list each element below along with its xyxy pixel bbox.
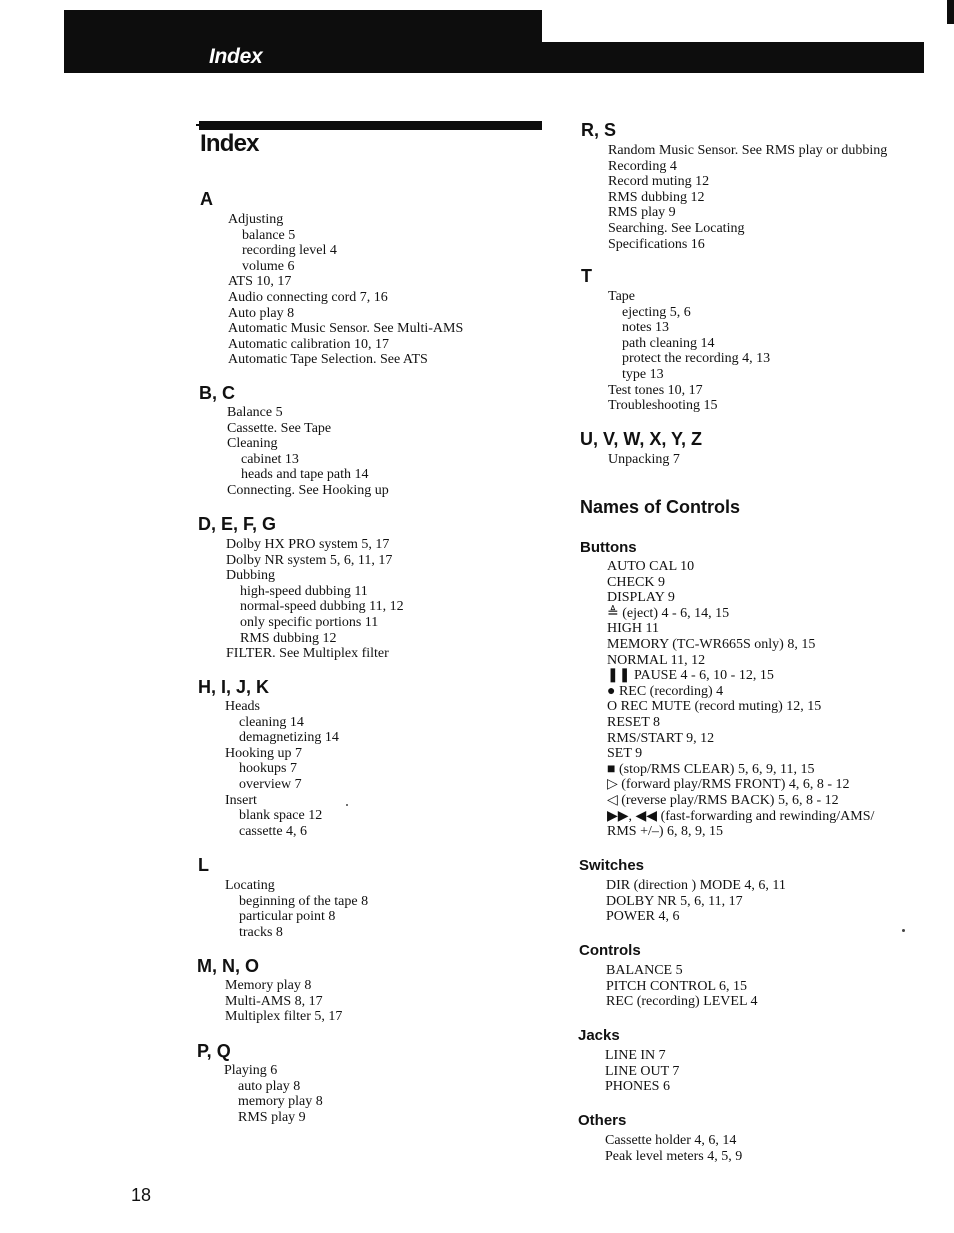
section-list-h-i-j-k bbox=[225, 699, 339, 839]
index-entry: Tape bbox=[608, 289, 636, 304]
control-entry: ▷ (forward play/RMS FRONT) 4, 6, 8 - 12 bbox=[607, 777, 850, 793]
speck bbox=[902, 929, 905, 932]
index-entry: Multiplex filter 5, 17 bbox=[225, 1009, 343, 1025]
section-list-l bbox=[225, 878, 368, 940]
control-entry: NORMAL 11, 12 bbox=[607, 652, 706, 668]
control-entry: MEMORY (TC-WR665S only) 8, 15 bbox=[607, 636, 816, 652]
control-entry: Cassette holder 4, 6, 14 bbox=[605, 1133, 737, 1148]
index-subentry: only specific portions 11 bbox=[240, 614, 379, 630]
section-heading-r-s: R, S bbox=[581, 120, 617, 140]
page-edge-mark bbox=[947, 0, 954, 24]
index-subentry: cleaning 14 bbox=[239, 714, 304, 730]
index-entry: Specifications 16 bbox=[608, 236, 705, 252]
index-entry: ATS 10, 17 bbox=[228, 274, 292, 290]
index-subentry: particular point 8 bbox=[239, 909, 336, 925]
control-entry: BALANCE 5 bbox=[606, 963, 683, 978]
control-entry: DIR (direction ) MODE 4, 6, 11 bbox=[606, 878, 786, 893]
index-subentry: balance 5 bbox=[242, 227, 296, 243]
index-subentry: high-speed dubbing 11 bbox=[240, 583, 368, 599]
index-entry: Audio connecting cord 7, 16 bbox=[228, 289, 388, 305]
control-entry: REC (recording) LEVEL 4 bbox=[606, 994, 758, 1010]
page-number: 18 bbox=[131, 1185, 152, 1205]
group-list-controls bbox=[606, 963, 758, 1010]
section-heading-t: T bbox=[581, 266, 592, 286]
section-heading-a: A bbox=[200, 189, 213, 209]
index-subentry: auto play 8 bbox=[238, 1078, 301, 1094]
index-entry: Cassette. See Tape bbox=[227, 420, 332, 436]
header-bar-top bbox=[64, 10, 542, 44]
group-heading-buttons: Buttons bbox=[580, 539, 637, 556]
group-list-buttons bbox=[607, 559, 874, 840]
group-heading-controls: Controls bbox=[579, 942, 641, 959]
index-entry: Auto play 8 bbox=[228, 305, 295, 321]
index-entry: Locating bbox=[225, 878, 275, 893]
index-entry: Heads bbox=[225, 699, 260, 714]
index-subentry: path cleaning 14 bbox=[622, 335, 715, 351]
group-heading-jacks: Jacks bbox=[578, 1027, 620, 1044]
control-entry: RMS +/–) 6, 8, 9, 15 bbox=[607, 824, 724, 840]
index-subentry: blank space 12 bbox=[239, 808, 323, 824]
control-entry: ■ (stop/RMS CLEAR) 5, 6, 9, 11, 15 bbox=[607, 761, 815, 777]
index-subentry: tracks 8 bbox=[239, 924, 283, 940]
section-list-m-n-o bbox=[225, 978, 342, 1025]
index-subentry: volume 6 bbox=[242, 258, 295, 274]
index-subentry: notes 13 bbox=[622, 320, 670, 336]
section-heading-u-z: U, V, W, X, Y, Z bbox=[580, 429, 703, 449]
section-heading-l: L bbox=[198, 855, 209, 875]
index-subentry: heads and tape path 14 bbox=[241, 467, 369, 483]
index-entry: Dolby NR system 5, 6, 11, 17 bbox=[226, 552, 393, 568]
index-entry: Troubleshooting 15 bbox=[608, 398, 718, 414]
index-subentry: beginning of the tape 8 bbox=[239, 893, 369, 909]
section-heading-d-e-f-g: D, E, F, G bbox=[198, 514, 277, 534]
control-entry: CHECK 9 bbox=[607, 574, 665, 590]
control-entry: DOLBY NR 5, 6, 11, 17 bbox=[606, 893, 743, 909]
section-list-r-s bbox=[608, 143, 887, 252]
index-entry: Dolby HX PRO system 5, 17 bbox=[226, 537, 390, 552]
control-entry: SET 9 bbox=[607, 746, 643, 762]
index-entry: Unpacking 7 bbox=[608, 452, 680, 467]
index-entry: Automatic Music Sensor. See Multi-AMS bbox=[228, 321, 464, 337]
index-subentry: memory play 8 bbox=[238, 1094, 323, 1110]
index-entry: Playing 6 bbox=[224, 1063, 278, 1078]
index-entry: Connecting. See Hooking up bbox=[227, 482, 389, 498]
index-entry: Test tones 10, 17 bbox=[608, 382, 703, 398]
index-entry: FILTER. See Multiplex filter bbox=[226, 646, 389, 662]
section-heading-b-c: B, C bbox=[199, 383, 235, 403]
control-entry: PHONES 6 bbox=[605, 1079, 670, 1095]
index-entry: Adjusting bbox=[228, 212, 284, 227]
control-entry: ◁ (reverse play/RMS BACK) 5, 6, 8 - 12 bbox=[607, 792, 839, 808]
title-rule bbox=[199, 121, 542, 130]
group-heading-others: Others bbox=[578, 1112, 627, 1129]
section-heading-p-q: P, Q bbox=[197, 1041, 231, 1061]
control-entry: O REC MUTE (record muting) 12, 15 bbox=[607, 699, 822, 715]
index-entry: Record muting 12 bbox=[608, 174, 710, 190]
section-list-b-c bbox=[227, 405, 389, 499]
index-entry: Searching. See Locating bbox=[608, 220, 745, 236]
section-heading-h-i-j-k: H, I, J, K bbox=[198, 677, 270, 697]
index-entry: Cleaning bbox=[227, 436, 278, 452]
group-list-switches bbox=[606, 878, 786, 925]
index-subentry: protect the recording 4, 13 bbox=[622, 351, 771, 367]
index-subentry: normal-speed dubbing 11, 12 bbox=[240, 599, 404, 615]
group-heading-switches: Switches bbox=[579, 857, 645, 874]
control-entry: RMS/START 9, 12 bbox=[607, 730, 715, 746]
control-entry: Peak level meters 4, 5, 9 bbox=[605, 1148, 743, 1164]
control-entry: PITCH CONTROL 6, 15 bbox=[606, 978, 748, 994]
index-subentry: overview 7 bbox=[239, 776, 302, 792]
control-entry: POWER 4, 6 bbox=[606, 909, 680, 925]
group-list-others bbox=[605, 1133, 742, 1164]
index-subentry: cassette 4, 6 bbox=[239, 823, 308, 839]
group-list-jacks bbox=[605, 1048, 679, 1095]
index-entry: Insert bbox=[225, 792, 257, 808]
section-list-u-z bbox=[608, 452, 680, 468]
control-entry: ● REC (recording) 4 bbox=[607, 683, 724, 699]
index-entry: Random Music Sensor. See RMS play or dubbing bbox=[608, 143, 888, 158]
speck bbox=[346, 804, 348, 806]
index-entry: Hooking up 7 bbox=[225, 745, 302, 761]
control-entry: ▶▶, ◀◀ (fast-forwarding and rewinding/AMS/ bbox=[607, 808, 875, 824]
index-entry: Automatic Tape Selection. See ATS bbox=[228, 352, 428, 368]
index-entry: Memory play 8 bbox=[225, 978, 312, 993]
index-entry: Recording 4 bbox=[608, 158, 677, 174]
index-entry: Dubbing bbox=[226, 568, 275, 584]
index-entry: Automatic calibration 10, 17 bbox=[228, 336, 389, 352]
control-entry: LINE OUT 7 bbox=[605, 1063, 680, 1079]
header-title: Index bbox=[209, 45, 263, 68]
control-entry: ≜ (eject) 4 - 6, 14, 15 bbox=[607, 605, 730, 621]
section-list-d-e-f-g bbox=[226, 537, 404, 662]
title-rule-tick bbox=[196, 124, 200, 126]
control-entry: AUTO CAL 10 bbox=[607, 559, 695, 574]
index-subentry: recording level 4 bbox=[242, 243, 337, 259]
index-entry: Multi-AMS 8, 17 bbox=[225, 993, 323, 1009]
header-bar bbox=[64, 42, 924, 73]
control-entry: DISPLAY 9 bbox=[607, 590, 675, 606]
index-entry: RMS dubbing 12 bbox=[608, 189, 705, 205]
index-subentry: ejecting 5, 6 bbox=[622, 304, 691, 320]
index-entry: RMS play 9 bbox=[608, 205, 676, 221]
index-subentry: type 13 bbox=[622, 366, 664, 382]
index-subentry: cabinet 13 bbox=[241, 451, 299, 467]
page-title: Index bbox=[200, 130, 259, 157]
index-subentry: hookups 7 bbox=[239, 761, 297, 777]
control-entry: RESET 8 bbox=[607, 714, 661, 730]
section-heading-m-n-o: M, N, O bbox=[197, 956, 259, 976]
index-entry: Balance 5 bbox=[227, 405, 283, 420]
names-of-controls-title: Names of Controls bbox=[580, 497, 741, 517]
section-list-t bbox=[608, 289, 770, 414]
index-subentry: RMS dubbing 12 bbox=[240, 630, 337, 646]
index-subentry: RMS play 9 bbox=[238, 1109, 306, 1125]
index-subentry: demagnetizing 14 bbox=[239, 730, 339, 746]
control-entry: HIGH 11 bbox=[607, 621, 659, 637]
section-list-p-q bbox=[224, 1063, 323, 1125]
section-list-a bbox=[228, 212, 463, 368]
control-entry: ❚❚ PAUSE 4 - 6, 10 - 12, 15 bbox=[607, 668, 774, 684]
control-entry: LINE IN 7 bbox=[605, 1048, 666, 1063]
